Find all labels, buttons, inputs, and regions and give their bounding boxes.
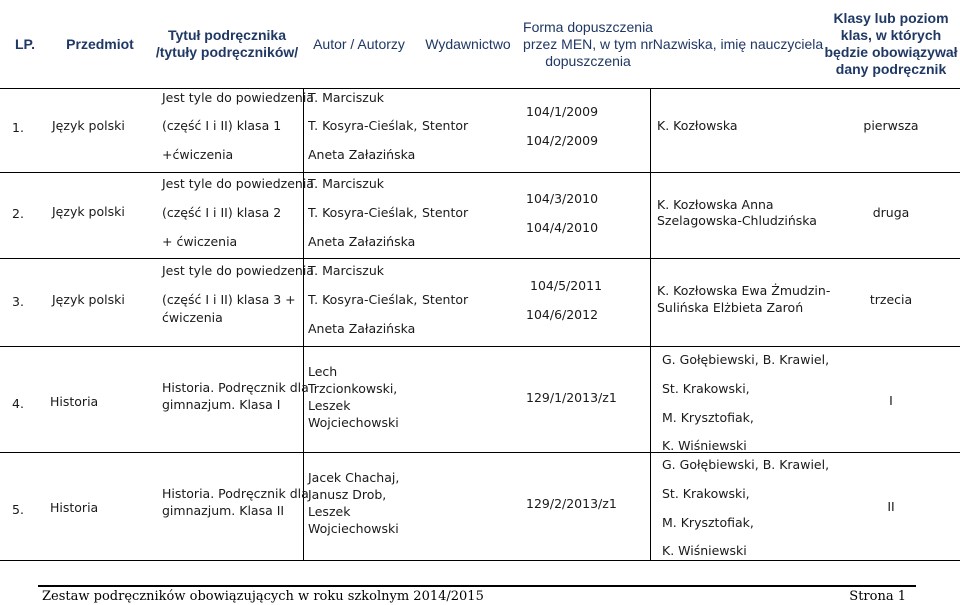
row3-title-line2: (część I i II) klasa 3 + [162,292,296,307]
row2-class: druga [872,205,910,220]
row5-lp: 5. [12,502,24,517]
row-divider [0,258,960,259]
row5-author-line1: Jacek Chachaj, [308,470,400,485]
row3-title-line1: Jest tyle do powiedzenia [162,263,314,278]
row-divider [0,560,960,561]
row1-title-line1: Jest tyle do powiedzenia [162,90,314,105]
row1-author-line3: Aneta Załazińska [308,147,416,162]
row5-teacher-line1: G. Gołębiewski, B. Krawiel, [662,457,830,472]
row3-author-line3: Aneta Załazińska [308,321,416,336]
row1-author-line2: T. Kosyra-Cieślak, [308,118,418,133]
header-admission: Forma dopuszczenia przez MEN, w tym nr dopuszczenia [523,18,653,69]
row2-teacher-line2: Szelagowska-Chludzińska [657,213,817,228]
row1-class: pierwsza [863,118,919,133]
row3-admission-2: 104/6/2012 [526,307,599,322]
col-divider [650,88,651,560]
row3-teacher-line1: K. Kozłowska Ewa Żmudzin- [657,283,831,298]
row3-title-line3: ćwiczenia [162,310,223,325]
header-publisher: Wydawnictwo [425,35,511,52]
row4-teacher-line4: K. Wiśniewski [662,438,747,453]
row1-publisher: Stentor [422,118,469,133]
row4-author-line3: Leszek [308,398,351,413]
row4-class: I [889,393,893,408]
row2-publisher: Stentor [422,205,469,220]
row4-title-line2: gimnazjum. Klasa I [162,397,281,412]
header-lp: LP. [15,35,35,52]
header-teacher: Nazwiska, imię nauczyciela [652,35,824,52]
row1-title-line3: +ćwiczenia [162,147,234,162]
footer-title: Zestaw podręczników obowiązujących w roku szkolnym 2014/2015 [42,589,484,604]
row4-lp: 4. [12,396,24,411]
row4-author-line1: Lech [308,364,338,379]
row1-subject: Język polski [52,118,125,133]
row2-title-line1: Jest tyle do powiedzenia [162,176,314,191]
row5-title-line2: gimnazjum. Klasa II [162,503,285,518]
row3-subject: Język polski [52,292,125,307]
row1-title-line2: (część I i II) klasa 1 [162,118,282,133]
header-subject: Przedmiot [66,35,134,52]
row1-lp: 1. [12,120,24,135]
row1-admission-1: 104/1/2009 [526,104,599,119]
page-number: Strona 1 [849,589,906,604]
row5-teacher-line2: St. Krakowski, [662,486,750,501]
row3-publisher: Stentor [422,292,469,307]
row2-author-line2: T. Kosyra-Cieślak, [308,205,418,220]
row1-admission-2: 104/2/2009 [526,133,599,148]
row4-teacher-line1: G. Gołębiewski, B. Krawiel, [662,352,830,367]
row-divider [0,346,960,347]
row5-author-line2: Janusz Drob, [308,487,387,502]
row2-title-line3: + ćwiczenia [162,234,238,249]
row3-author-line1: T. Marciszuk [308,263,384,278]
row4-subject: Historia [50,394,99,409]
row-divider [0,172,960,173]
row5-admission: 129/2/2013/z1 [526,496,617,511]
header-title: Tytuł podręcznika /tytuły podręczników/ [155,27,299,60]
row3-admission-1: 104/5/2011 [530,278,603,293]
row5-title-line1: Historia. Podręcznik dla [162,486,309,501]
footer-rule [38,585,916,587]
row1-author-line1: T. Marciszuk [308,90,384,105]
row4-teacher-line3: M. Krysztofiak, [662,410,754,425]
row2-author-line3: Aneta Załazińska [308,234,416,249]
row5-author-line4: Wojciechowski [308,521,399,536]
row3-lp: 3. [12,294,24,309]
row3-class: trzecia [869,292,913,307]
row4-author-line2: Trzcionkowski, [308,381,398,396]
row5-author-line3: Leszek [308,504,351,519]
header-author: Autor / Autorzy [313,35,405,52]
row3-author-line2: T. Kosyra-Cieślak, [308,292,418,307]
header-classes: Klasy lub poziom klas, w których będzie obowiązywał dany podręcznik [824,10,958,77]
row-divider [0,452,960,453]
row4-title-line1: Historia. Podręcznik dla [162,380,309,395]
row1-teacher: K. Kozłowska [657,118,738,133]
row5-subject: Historia [50,500,99,515]
row2-title-line2: (część I i II) klasa 2 [162,205,282,220]
row5-class: II [887,499,895,514]
row5-teacher-line4: K. Wiśniewski [662,543,747,558]
row-divider [0,88,960,89]
row3-teacher-line2: Sulińska Elżbieta Zaroń [657,300,804,315]
row2-teacher-line1: K. Kozłowska Anna [657,197,774,212]
row4-teacher-line2: St. Krakowski, [662,381,750,396]
row2-admission-1: 104/3/2010 [526,191,599,206]
row2-author-line1: T. Marciszuk [308,176,384,191]
row4-author-line4: Wojciechowski [308,415,399,430]
row5-teacher-line3: M. Krysztofiak, [662,515,754,530]
row2-lp: 2. [12,206,24,221]
row4-admission: 129/1/2013/z1 [526,390,617,405]
row2-admission-2: 104/4/2010 [526,220,599,235]
row2-subject: Język polski [52,204,125,219]
